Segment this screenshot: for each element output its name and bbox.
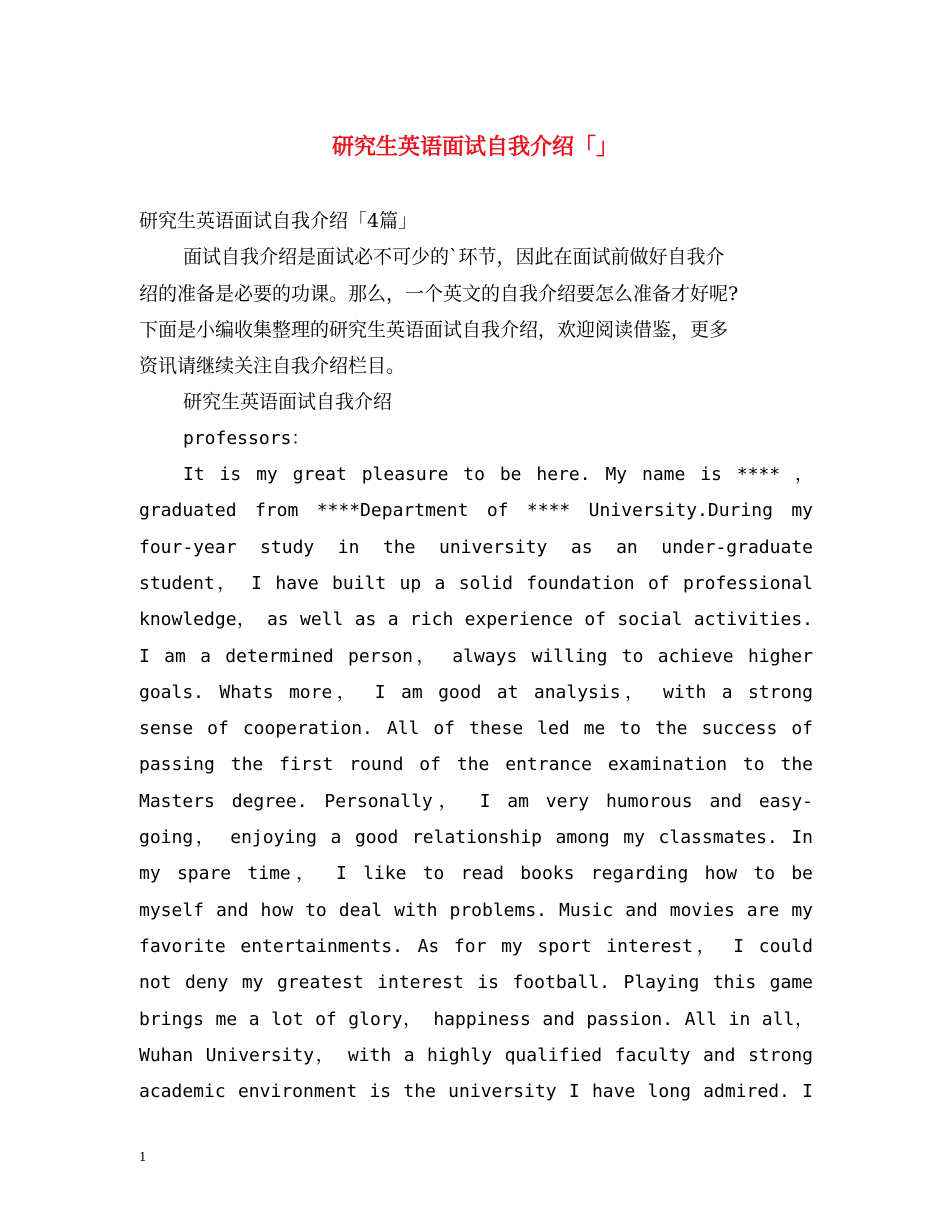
english-line: It is my great pleasure to be here. My name is **** ， xyxy=(183,464,813,486)
section-heading: 研究生英语面试自我介绍 xyxy=(183,391,393,414)
english-line: favorite entertainments. As for my sport interest， I could xyxy=(139,935,813,957)
english-line: brings me a lot of glory， happiness and passion. All in all， xyxy=(139,1008,813,1030)
english-line: academic environment is the university I have long admired. I xyxy=(139,1081,813,1103)
english-line: graduated from ****Department of **** University.During my xyxy=(139,500,813,522)
english-line: Masters degree. Personally， I am very humorous and easy- xyxy=(139,790,813,812)
english-line: student， I have built up a solid foundation of professional xyxy=(139,572,813,594)
document-title: 研究生英语面试自我介绍「」 xyxy=(331,134,618,160)
page-number: 1 xyxy=(139,1150,147,1164)
english-line: four-year study in the university as an under-graduate xyxy=(139,536,813,558)
english-line: I am a determined person， always willing to achieve higher xyxy=(139,645,813,667)
document-body xyxy=(139,203,813,1110)
english-line: myself and how to deal with problems. Music and movies are my xyxy=(139,899,813,921)
intro-line: 绍的准备是必要的功课。那么，一个英文的自我介绍要怎么准备才好呢? xyxy=(139,282,739,305)
subtitle: 研究生英语面试自我介绍「4篇」 xyxy=(139,210,418,232)
intro-line: 下面是小编收集整理的研究生英语面试自我介绍，欢迎阅读借鉴，更多 xyxy=(139,318,729,341)
english-line: passing the first round of the entrance examination to the xyxy=(139,754,813,776)
english-line: Wuhan University， with a highly qualified faculty and strong xyxy=(139,1044,813,1066)
english-line: my spare time， I like to read books regarding how to be xyxy=(139,863,813,885)
intro-line: 资讯请继续关注自我介绍栏目。 xyxy=(139,355,406,378)
salutation: professors： xyxy=(183,427,310,449)
english-line: knowledge， as well as a rich experience of social activities. xyxy=(139,609,813,631)
english-line: sense of cooperation. All of these led me to the success of xyxy=(139,718,813,740)
english-line: goals. Whats more， I am good at analysis， with a strong xyxy=(139,681,813,703)
english-line: going， enjoying a good relationship among my classmates. In xyxy=(139,827,813,849)
intro-line: 面试自我介绍是面试必不可少的`环节，因此在面试前做好自我介 xyxy=(183,246,725,269)
english-line: not deny my greatest interest is football. Playing this game xyxy=(139,972,813,994)
